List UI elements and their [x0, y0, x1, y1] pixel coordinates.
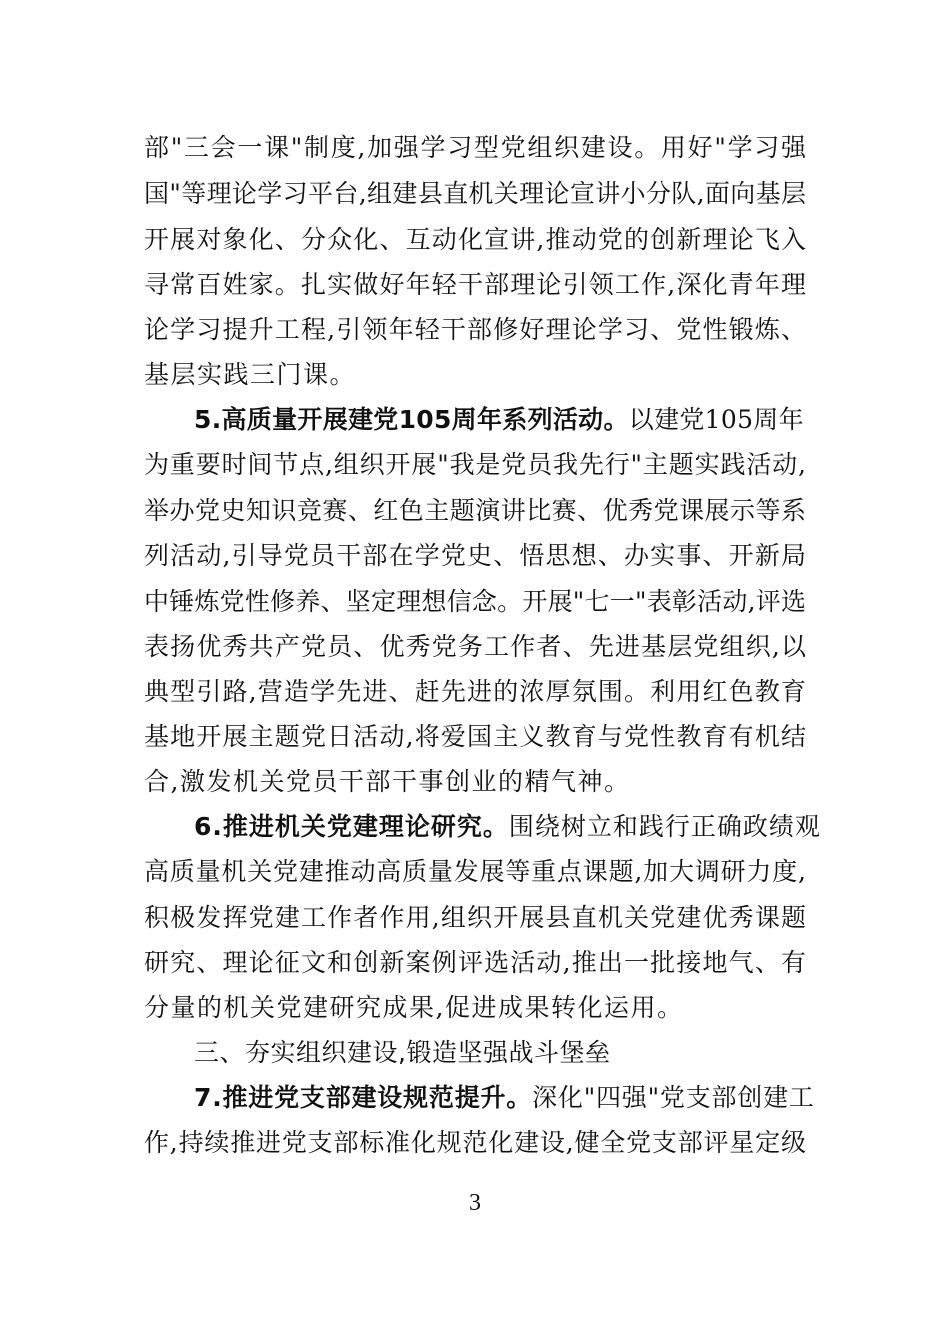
- paragraph-first-line: [194, 810, 821, 844]
- paragraph-lead-heading: 6.推进机关党建理论研究。: [194, 812, 509, 841]
- text-line: 研究、理论征文和创新案例评选活动,推出一批接地气、有: [144, 948, 806, 977]
- text-line: 分量的机关党建研究成果,促进成果转化运用。: [144, 993, 684, 1022]
- paragraph-first-text: 深化"四强"党支部创建工: [532, 1083, 815, 1112]
- paragraph-first-text: 以建党105周年: [628, 405, 804, 434]
- text-line: 寻常百姓家。扎实做好年轻干部理论引领工作,深化青年理: [144, 270, 806, 299]
- text-line: 部"三会一课"制度,加强学习型党组织建设。用好"学习强: [144, 133, 806, 162]
- text-line: 作,持续推进党支部标准化规范化建设,健全党支部评星定级: [144, 1128, 806, 1157]
- text-line: 基层实践三门课。: [144, 360, 357, 389]
- text-line: 为重要时间节点,组织开展"我是党员我先行"主题实践活动,: [144, 450, 806, 479]
- page-number: 3: [469, 1190, 481, 1216]
- text-line: 高质量机关党建推动高质量发展等重点课题,加大调研力度,: [144, 857, 806, 886]
- paragraph-first-line: [194, 403, 806, 437]
- text-line: 中锤炼党性修养、坚定理想信念。开展"七一"表彰活动,评选: [144, 587, 806, 616]
- section-heading: 三、夯实组织建设,锻造坚强战斗堡垒: [194, 1038, 611, 1067]
- text-line: 开展对象化、分众化、互动化宣讲,推动党的创新理论飞入: [144, 225, 806, 254]
- text-line: 列活动,引导党员干部在学党史、悟思想、办实事、开新局: [144, 541, 806, 570]
- text-line: 国"等理论学习平台,组建县直机关理论宣讲小分队,面向基层: [144, 179, 806, 208]
- text-line: 表扬优秀共产党员、优秀党务工作者、先进基层党组织,以: [144, 632, 806, 661]
- text-line: 合,激发机关党员干部干事创业的精气神。: [144, 767, 631, 796]
- paragraph-first-line: [194, 1081, 815, 1115]
- paragraph-first-text: 围绕树立和践行正确政绩观: [508, 812, 821, 841]
- text-line: 基地开展主题党日活动,将爱国主义教育与党性教育有机结: [144, 722, 806, 751]
- text-line: 典型引路,营造学先进、赶先进的浓厚氛围。利用红色教育: [144, 677, 806, 706]
- paragraph-lead-heading: 7.推进党支部建设规范提升。: [194, 1083, 533, 1112]
- paragraph-lead-heading: 5.高质量开展建党105周年系列活动。: [194, 405, 629, 434]
- text-line: 举办党史知识竞赛、红色主题演讲比赛、优秀党课展示等系: [144, 496, 806, 525]
- text-line: 论学习提升工程,引领年轻干部修好理论学习、党性锻炼、: [144, 315, 806, 344]
- text-line: 积极发挥党建工作者作用,组织开展县直机关党建优秀课题: [144, 903, 806, 932]
